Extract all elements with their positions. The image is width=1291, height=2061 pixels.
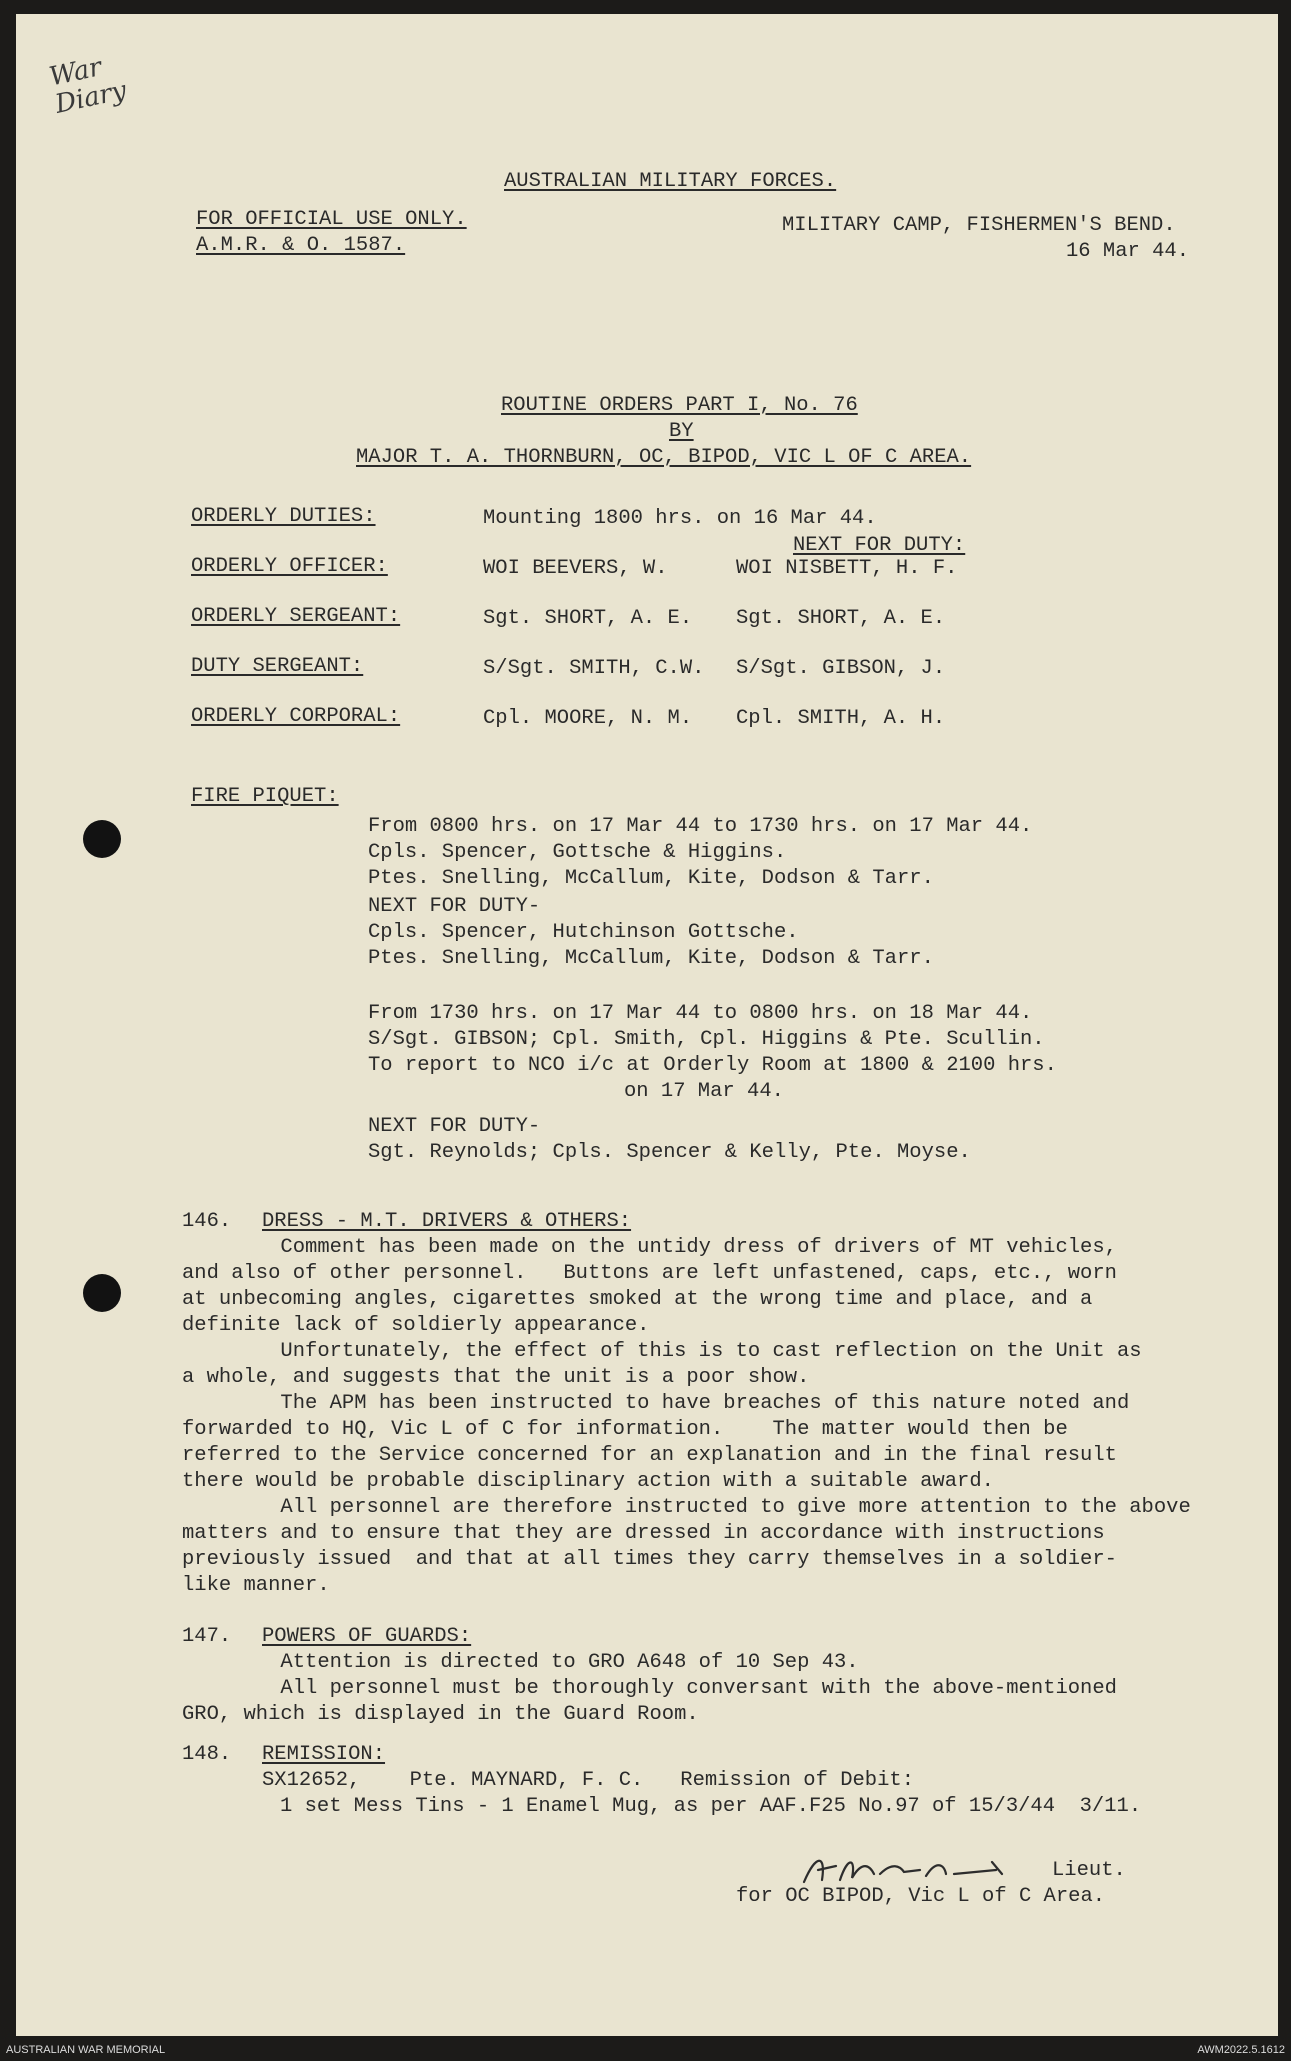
duty-row-current: WOI BEEVERS, W. — [483, 557, 668, 580]
fire-piquet-line: Cpls. Spencer, Gottsche & Higgins. — [368, 841, 787, 864]
official-use-label: FOR OFFICIAL USE ONLY. — [196, 208, 467, 231]
signatory-rank: Lieut. — [1052, 1859, 1126, 1882]
orders-by: BY — [669, 420, 694, 443]
body-line: there would be probable disciplinary action with a suitable award. — [182, 1470, 994, 1493]
body-line: All personnel must be thoroughly conversant with the above-mentioned — [182, 1677, 1117, 1700]
body-line: a whole, and suggests that the unit is a poor show. — [182, 1366, 810, 1389]
fire-piquet-line: Sgt. Reynolds; Cpls. Spencer & Kelly, Pte. Moyse. — [368, 1141, 971, 1164]
section-146-number: 146. — [182, 1210, 232, 1233]
body-line: and also of other personnel. Buttons are left unfastened, caps, etc., worn — [182, 1262, 1117, 1285]
body-line: previously issued and that at all times they carry themselves in a soldier- — [182, 1548, 1117, 1571]
next-for-duty-header: NEXT FOR DUTY: — [793, 534, 966, 557]
regulation-reference: A.M.R. & O. 1587. — [196, 234, 406, 257]
section-147-body — [182, 1650, 1232, 1728]
orders-title: ROUTINE ORDERS PART I, No. 76 — [501, 394, 858, 417]
section-148-heading: REMISSION: — [262, 1743, 386, 1766]
document-title: AUSTRALIAN MILITARY FORCES. — [504, 170, 837, 193]
camp-location: MILITARY CAMP, FISHERMEN'S BEND. — [782, 214, 1176, 237]
section-148-number: 148. — [182, 1743, 232, 1766]
punch-hole-bottom — [83, 1274, 121, 1312]
duty-row-current: Cpl. MOORE, N. M. — [483, 707, 693, 730]
fire-piquet-line: NEXT FOR DUTY- — [368, 895, 541, 918]
fire-piquet-line: on 17 Mar 44. — [624, 1080, 784, 1103]
fire-piquet-line: S/Sgt. GIBSON; Cpl. Smith, Cpl. Higgins & Pte. Scullin. — [368, 1028, 1045, 1051]
body-line: The APM has been instructed to have breaches of this nature noted and — [182, 1392, 1130, 1415]
duty-row-label: ORDERLY SERGEANT: — [191, 605, 401, 628]
document-page — [16, 14, 1278, 2036]
duty-row-next: S/Sgt. GIBSON, J. — [736, 657, 946, 680]
document-date: 16 Mar 44. — [1066, 240, 1190, 263]
body-line: matters and to ensure that they are dressed in accordance with instructions — [182, 1522, 1105, 1545]
section-146-body — [182, 1235, 1232, 1599]
duty-row-current: S/Sgt. SMITH, C.W. — [483, 657, 705, 680]
fire-piquet-line: From 1730 hrs. on 17 Mar 44 to 0800 hrs. on 18 Mar 44. — [368, 1002, 1033, 1025]
body-line: like manner. — [182, 1574, 330, 1597]
duty-row-current: Sgt. SHORT, A. E. — [483, 607, 693, 630]
fire-piquet-line: Ptes. Snelling, McCallum, Kite, Dodson & Tarr. — [368, 867, 934, 890]
orderly-duties-label: ORDERLY DUTIES: — [191, 505, 376, 528]
body-line: Attention is directed to GRO A648 of 10 Sep 43. — [182, 1651, 859, 1674]
punch-hole-top — [83, 820, 121, 858]
fire-piquet-line: Ptes. Snelling, McCallum, Kite, Dodson & Tarr. — [368, 947, 934, 970]
duty-row-label: ORDERLY OFFICER: — [191, 555, 388, 578]
fire-piquet-line: To report to NCO i/c at Orderly Room at 1800 & 2100 hrs. — [368, 1054, 1057, 1077]
handwritten-margin-note: War Diary — [46, 52, 130, 120]
signatory-for-line: for OC BIPOD, Vic L of C Area. — [736, 1885, 1106, 1908]
body-line: definite lack of soldierly appearance. — [182, 1314, 650, 1337]
remission-items: 1 set Mess Tins - 1 Enamel Mug, as per AAF.F25 No.97 of 15/3/44 3/11. — [280, 1795, 1142, 1818]
body-line: Comment has been made on the untidy dress of drivers of MT vehicles, — [182, 1236, 1117, 1259]
duty-row-next: WOI NISBETT, H. F. — [736, 557, 958, 580]
body-line: referred to the Service concerned for an explanation and in the final result — [182, 1444, 1117, 1467]
duty-row-label: DUTY SERGEANT: — [191, 655, 364, 678]
body-line: GRO, which is displayed in the Guard Room. — [182, 1703, 699, 1726]
duty-row-label: ORDERLY CORPORAL: — [191, 705, 401, 728]
fire-piquet-label: FIRE PIQUET: — [191, 785, 339, 808]
section-147-number: 147. — [182, 1625, 232, 1648]
footer-reference: AWM2022.5.1612 — [1197, 2044, 1285, 2056]
body-line: at unbecoming angles, cigarettes smoked at the wrong time and place, and a — [182, 1288, 1093, 1311]
body-line: All personnel are therefore instructed to give more attention to the above — [182, 1496, 1191, 1519]
orders-commander: MAJOR T. A. THORNBURN, OC, BIPOD, VIC L OF C AREA. — [356, 446, 972, 469]
body-line: Unfortunately, the effect of this is to cast reflection on the Unit as — [182, 1340, 1142, 1363]
fire-piquet-line: Cpls. Spencer, Hutchinson Gottsche. — [368, 921, 799, 944]
remission-line: SX12652, Pte. MAYNARD, F. C. Remission of Debit: — [262, 1769, 915, 1792]
footer-archive-name: AUSTRALIAN WAR MEMORIAL — [6, 2044, 166, 2056]
duty-row-next: Cpl. SMITH, A. H. — [736, 707, 946, 730]
body-line: forwarded to HQ, Vic L of C for information. The matter would then be — [182, 1418, 1068, 1441]
fire-piquet-line: From 0800 hrs. on 17 Mar 44 to 1730 hrs. on 17 Mar 44. — [368, 815, 1033, 838]
section-147-heading: POWERS OF GUARDS: — [262, 1625, 472, 1648]
fire-piquet-line: NEXT FOR DUTY- — [368, 1115, 541, 1138]
orderly-duties-value: Mounting 1800 hrs. on 16 Mar 44. — [483, 507, 877, 530]
section-146-heading: DRESS - M.T. DRIVERS & OTHERS: — [262, 1210, 632, 1233]
duty-row-next: Sgt. SHORT, A. E. — [736, 607, 946, 630]
